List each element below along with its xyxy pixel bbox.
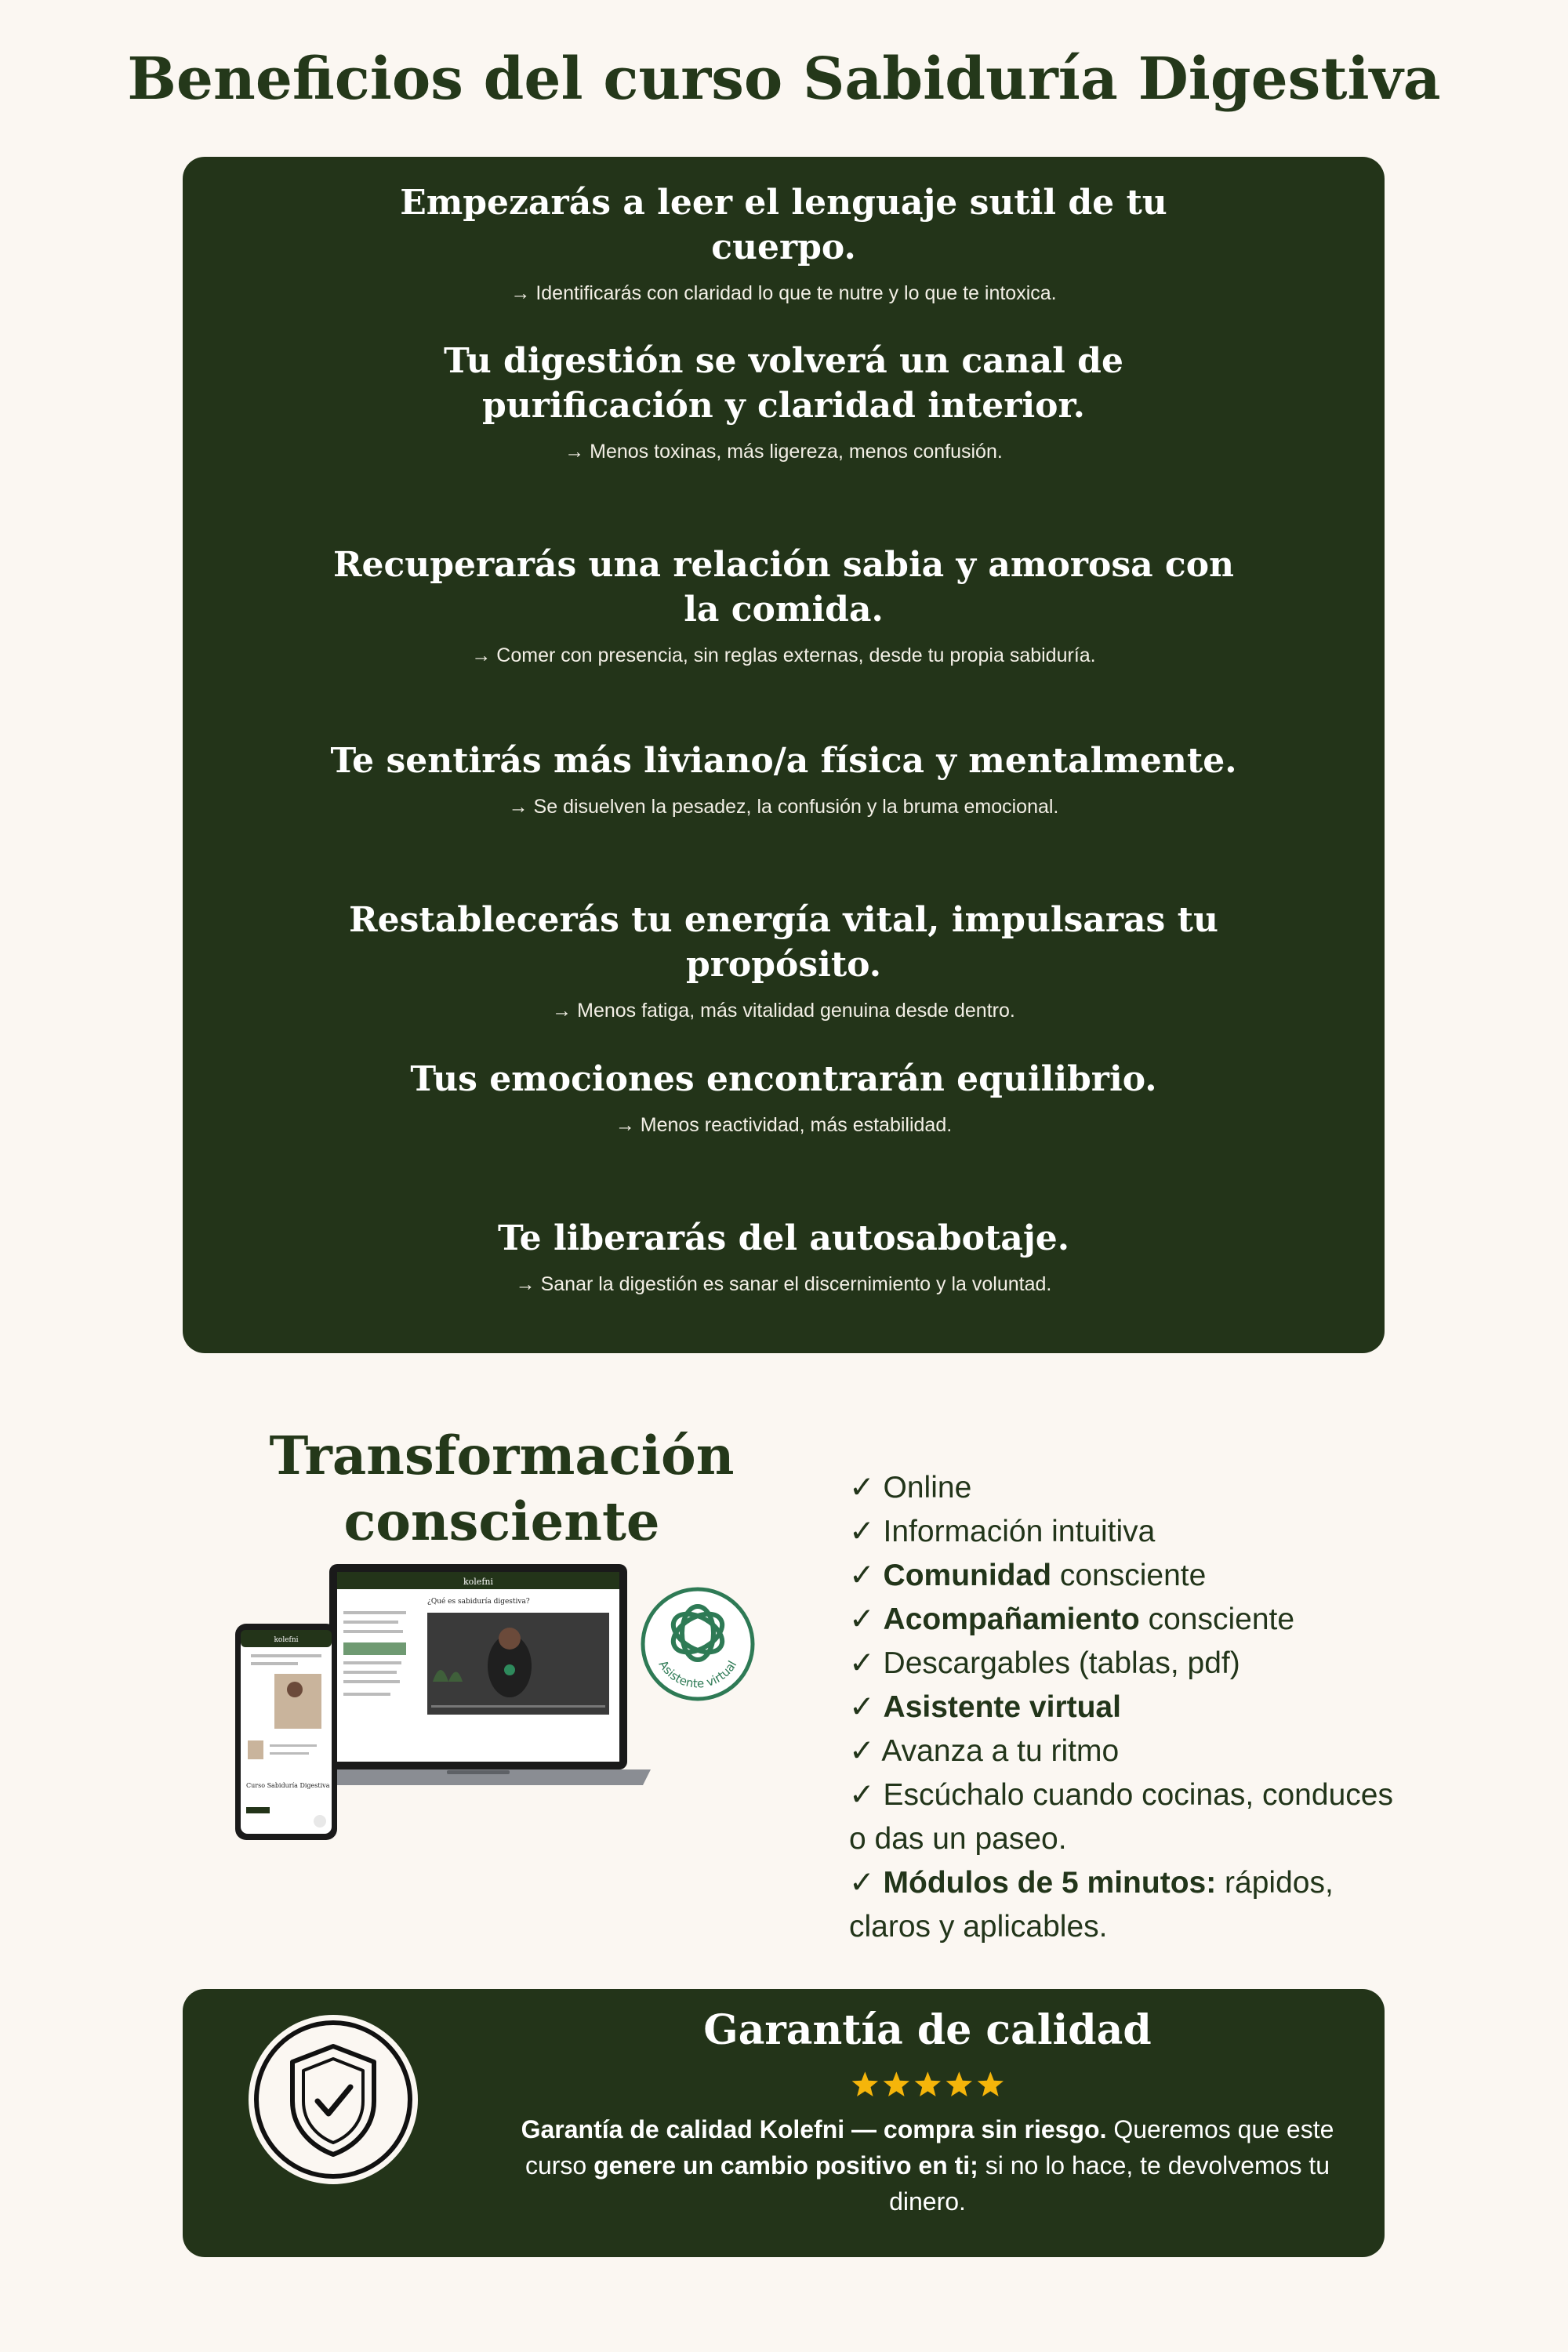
benefit-detail: → Comer con presencia, sin reglas externas, desde tu propia sabiduría. [471, 644, 1096, 666]
benefit-item [183, 339, 1385, 464]
star-icon [915, 2071, 941, 2096]
benefit-item [183, 1057, 1385, 1138]
page-title: Beneficios del curso Sabiduría Digestiva [127, 45, 1441, 113]
benefit-heading: Tus emociones encontrarán equilibrio. [410, 1059, 1157, 1099]
benefit-detail: → Se disuelven la pesadez, la confusión y la bruma emocional. [508, 796, 1059, 818]
benefit-heading: Te sentirás más liviano/a física y mentalmente. [330, 741, 1237, 781]
star-icon [852, 2071, 878, 2096]
feature-item: ✓ Avanza a tu ritmo [849, 1734, 1120, 1768]
benefits-panel [183, 157, 1385, 1353]
feature-item: ✓ Escúchalo cuando cocinas, conduces o das un paseo. [849, 1778, 1393, 1856]
guarantee-panel [183, 1989, 1385, 2257]
laptop-brand: kolefni [463, 1577, 493, 1587]
feature-list [849, 1466, 1414, 1949]
benefit-detail: → Sanar la digestión es sanar el discernimiento y la voluntad. [515, 1273, 1052, 1295]
benefit-heading: Restablecerás tu energía vital, impulsaras tu propósito. [349, 900, 1218, 985]
feature-item: ✓ Módulos de 5 minutos: rápidos, claros y aplicables. [849, 1866, 1334, 1944]
benefit-heading: Empezarás a leer el lenguaje sutil de tu cuerpo. [400, 183, 1167, 267]
transformation-title-line2: consciente [343, 1490, 660, 1552]
star-icon [884, 2071, 909, 2096]
benefit-item [183, 739, 1385, 819]
feature-item: ✓ Online [849, 1471, 972, 1504]
device-mockup [227, 1564, 760, 1846]
benefit-item [183, 543, 1385, 668]
feature-item: ✓ Asistente virtual [849, 1690, 1121, 1724]
star-icon [946, 2071, 972, 2096]
benefit-item [183, 180, 1385, 306]
benefit-heading: Recuperarás una relación sabia y amorosa con la comida. [332, 545, 1235, 630]
benefit-item [183, 1216, 1385, 1297]
assistant-badge-label: Asistente virtual [655, 1657, 740, 1691]
benefit-heading: Te liberarás del autosabotaje. [497, 1218, 1070, 1258]
transformation-title [235, 1423, 768, 1555]
benefit-detail: → Identificarás con claridad lo que te nutre y lo que te intoxica. [510, 282, 1057, 304]
phone-mockup [235, 1624, 337, 1840]
feature-item: ✓ Descargables (tablas, pdf) [849, 1646, 1240, 1680]
benefit-detail: → Menos fatiga, más vitalidad genuina desde dentro. [552, 1000, 1015, 1022]
guarantee-text: Garantía de calidad Kolefni — compra sin riesgo. Queremos que este curso genere un cambio positivo en ti; si no lo hace, te devolvemos tu dinero. [521, 2115, 1334, 2216]
feature-item: ✓ Acompañamiento consciente [849, 1602, 1295, 1636]
assistant-badge [643, 1589, 753, 1699]
benefit-item [183, 898, 1385, 1023]
shield-badge [249, 2015, 418, 2184]
benefit-detail: → Menos reactividad, más estabilidad. [615, 1114, 953, 1136]
feature-item: ✓ Comunidad consciente [849, 1559, 1207, 1592]
feature-item: ✓ Información intuitiva [849, 1515, 1156, 1548]
guarantee-title: Garantía de calidad [703, 2006, 1152, 2054]
phone-title: Curso Sabiduría Digestiva [246, 1782, 330, 1789]
phone-brand: kolefni [274, 1636, 299, 1644]
star-icon [978, 2071, 1004, 2096]
shield-check-icon [249, 2015, 418, 2184]
benefit-detail: → Menos toxinas, más ligereza, menos confusión. [564, 441, 1003, 463]
laptop-mockup [306, 1564, 651, 1785]
transformation-title-line1: Transformación [269, 1425, 735, 1486]
laptop-heading: ¿Qué es sabiduría digestiva? [427, 1598, 530, 1606]
benefit-heading: Tu digestión se volverá un canal de purificación y claridad interior. [444, 341, 1123, 426]
rating-stars [851, 2067, 1007, 2102]
